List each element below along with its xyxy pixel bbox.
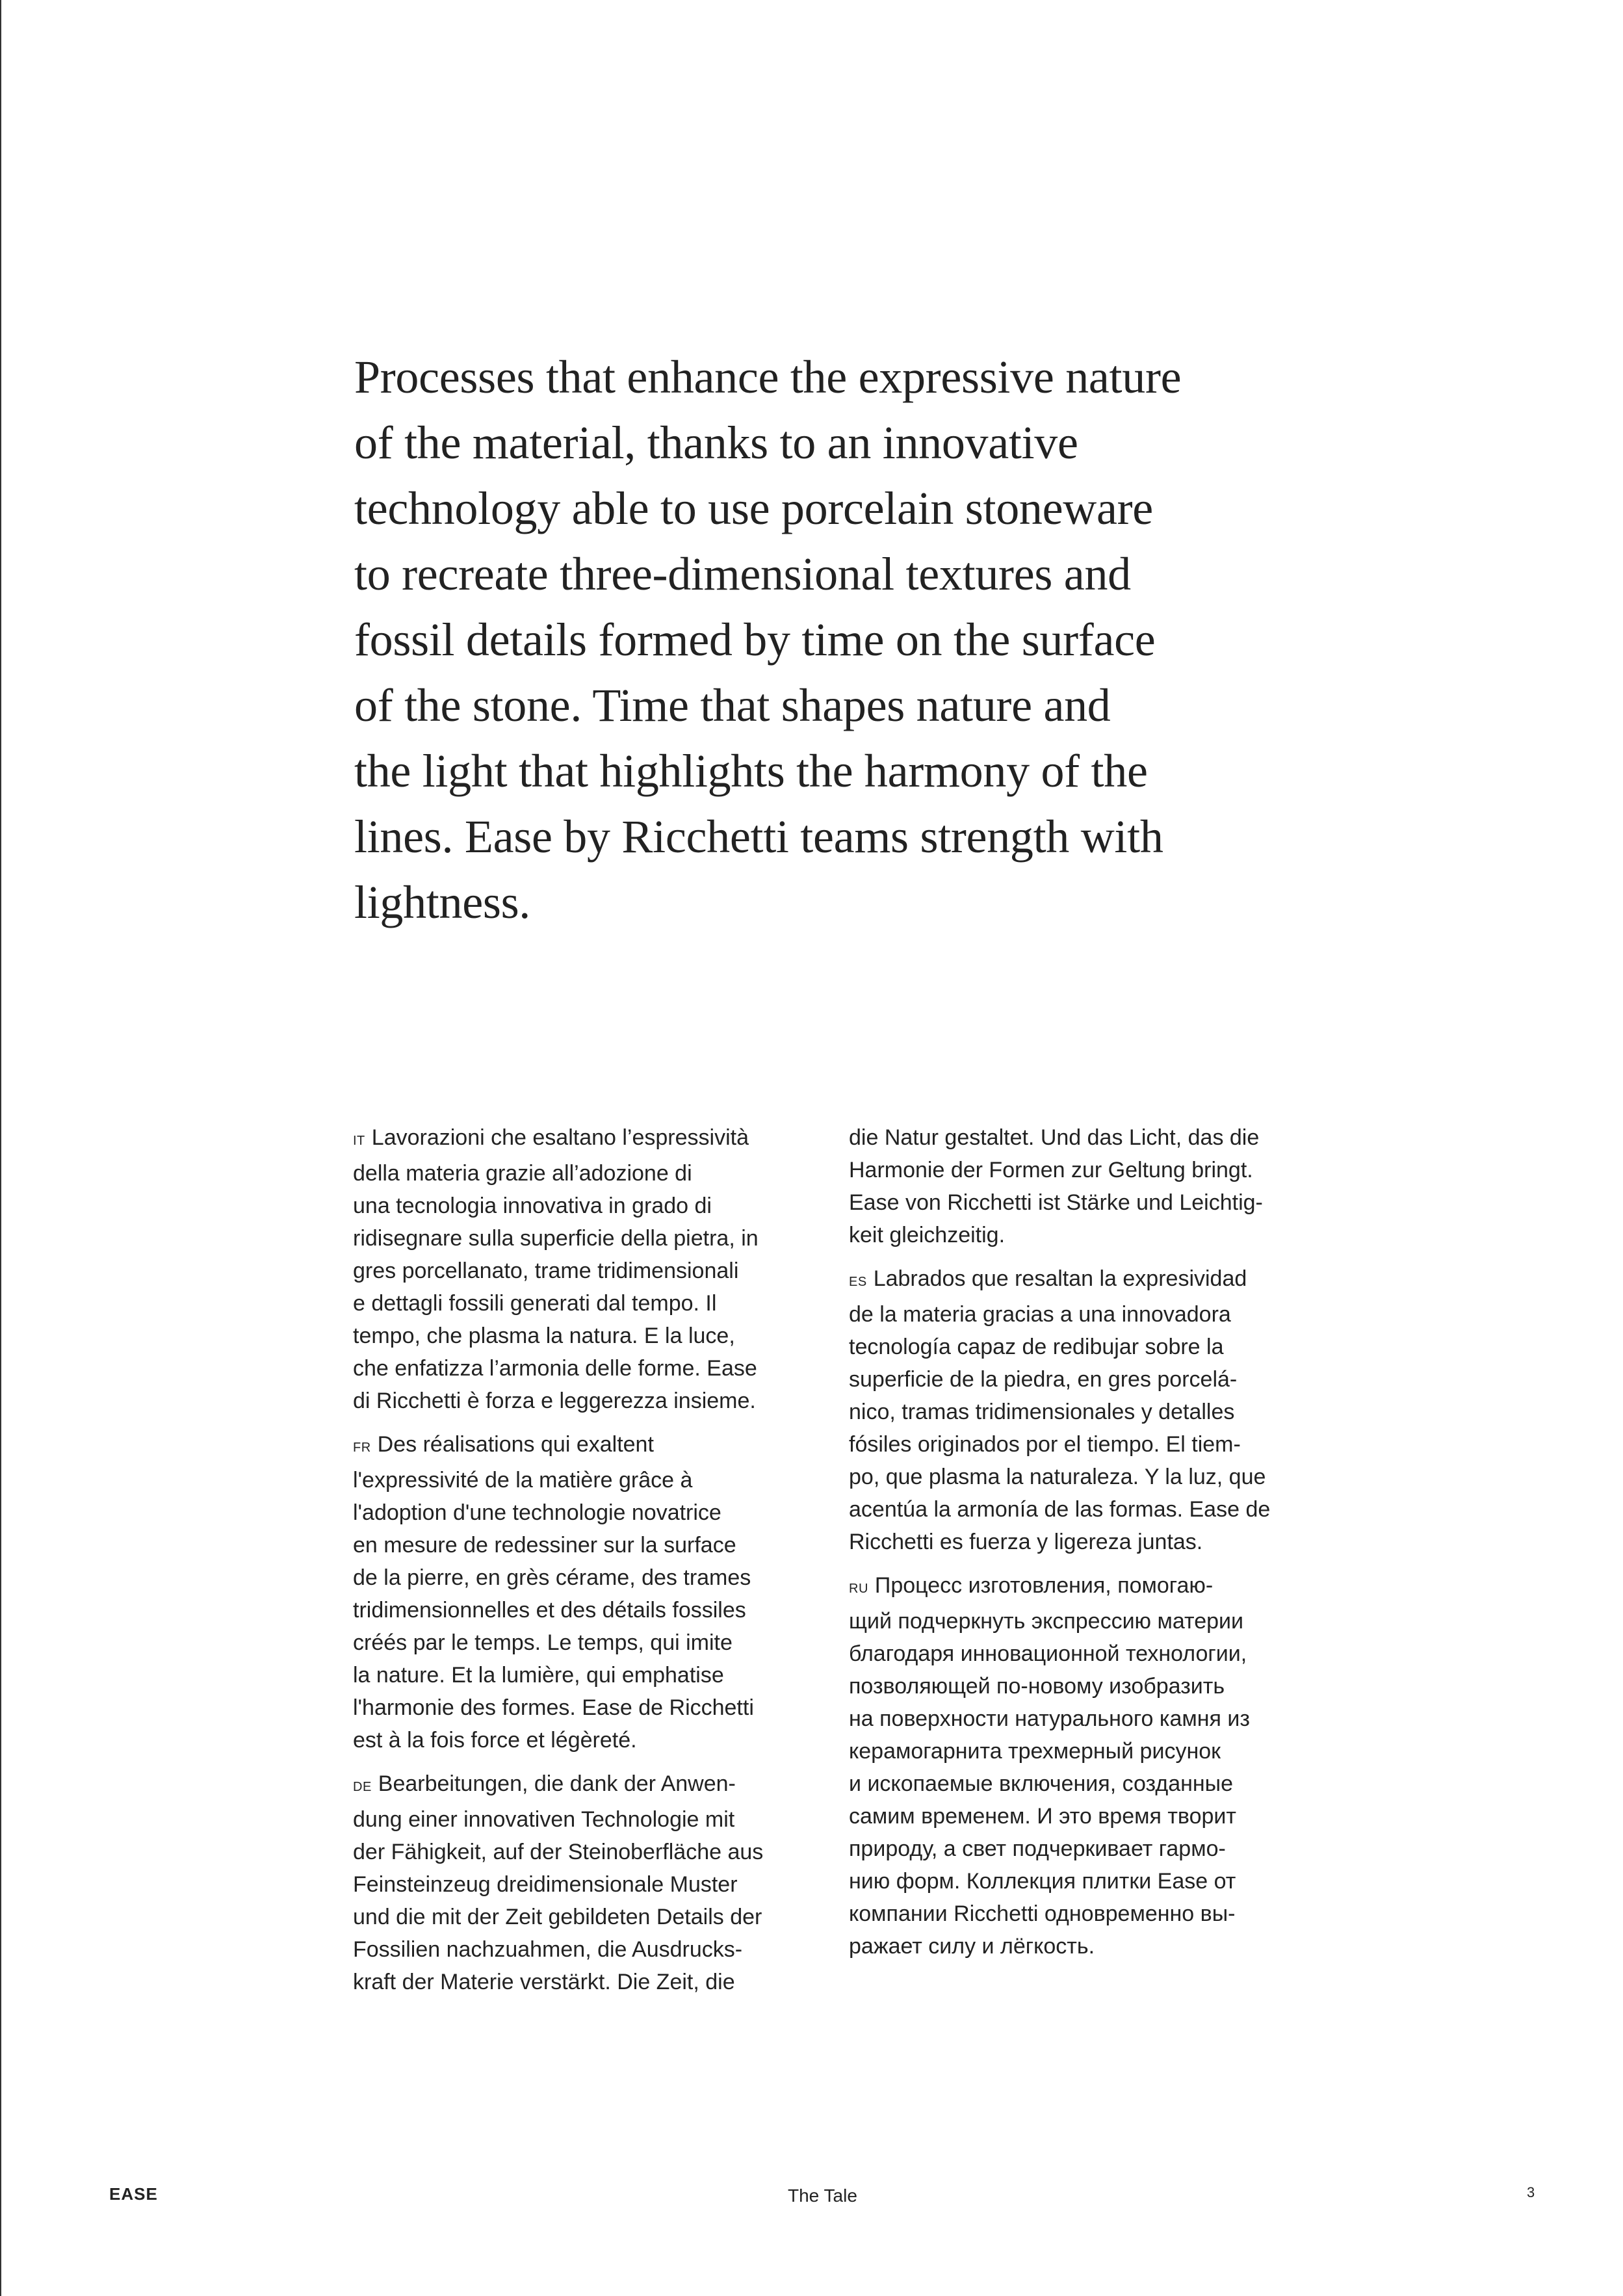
paragraph-line	[849, 1930, 1317, 1963]
lead-line: of the stone. Time that shapes nature and	[354, 679, 1111, 731]
paragraph-line	[849, 1154, 1317, 1186]
line-text: ridisegnare sulla superficie della pietra, in	[353, 1226, 759, 1251]
paragraph-line	[353, 1933, 821, 1966]
paragraph-line	[849, 1768, 1317, 1800]
line-text: fósiles originados por el tiempo. El tiem-	[849, 1432, 1241, 1457]
paragraph-line	[353, 1255, 821, 1287]
lead-line: technology able to use porcelain stoneware	[354, 482, 1153, 534]
paragraph-line	[849, 1298, 1317, 1331]
line-text: и ископаемые включения, созданные	[849, 1771, 1233, 1796]
paragraph-line	[353, 1691, 821, 1724]
line-text: компании Ricchetti одновременно вы-	[849, 1901, 1236, 1926]
paragraph-line	[849, 1605, 1317, 1637]
line-text: Fossilien nachzuahmen, die Ausdrucks-	[353, 1937, 743, 1962]
paragraph-line	[353, 1966, 821, 1998]
paragraph-line	[849, 1121, 1317, 1154]
line-text: ражает силу и лёгкость.	[849, 1934, 1095, 1959]
paragraph-line	[353, 1529, 821, 1561]
paragraph-line	[353, 1287, 821, 1320]
paragraph-line	[849, 1363, 1317, 1396]
line-text: щий подчеркнуть экспрессию материи	[849, 1609, 1244, 1634]
paragraph-line	[849, 1670, 1317, 1702]
paragraph-line	[353, 1594, 821, 1626]
paragraph-line	[849, 1569, 1317, 1605]
lead-line: fossil details formed by time on the surface	[354, 614, 1156, 666]
line-text: kraft der Materie verstärkt. Die Zeit, die	[353, 1970, 735, 1994]
line-text: und die mit der Zeit gebildeten Details der	[353, 1905, 762, 1929]
paragraph-line	[353, 1157, 821, 1190]
paragraph-line	[353, 1385, 821, 1417]
paragraph-continued	[849, 1121, 1317, 1251]
paragraph-line	[849, 1396, 1317, 1428]
line-text: che enfatizza l’armonia delle forme. Ease	[353, 1356, 757, 1381]
line-text: gres porcellanato, trame tridimensionali	[353, 1259, 739, 1283]
paragraph-line	[849, 1428, 1317, 1461]
body-column-right	[849, 1121, 1317, 1974]
lead-line: lines. Ease by Ricchetti teams strength with	[354, 811, 1163, 863]
paragraph-line	[849, 1637, 1317, 1670]
line-text: нию форм. Коллекция плитки Ease от	[849, 1869, 1236, 1894]
line-text: Des réalisations qui exaltent	[377, 1432, 654, 1457]
paragraph-line	[353, 1836, 821, 1868]
paragraph-line	[353, 1561, 821, 1594]
paragraph-line	[353, 1768, 821, 1803]
line-text: Ease von Ricchetti ist Stärke und Leichtig-	[849, 1190, 1263, 1215]
paragraph-line	[849, 1461, 1317, 1493]
paragraph-line	[849, 1833, 1317, 1865]
paragraph-line	[353, 1724, 821, 1756]
line-text: l'adoption d'une technologie novatrice	[353, 1500, 721, 1525]
line-text: Feinsteinzeug dreidimensionale Muster	[353, 1872, 738, 1897]
line-text: tecnología capaz de redibujar sobre la	[849, 1335, 1224, 1359]
line-text: самим временем. И это время творит	[849, 1804, 1236, 1829]
paragraph-de	[353, 1768, 821, 1998]
lead-paragraph	[354, 345, 1329, 935]
line-text: créés par le temps. Le temps, qui imite	[353, 1630, 733, 1655]
language-tag: ES	[849, 1275, 867, 1289]
paragraph-line	[849, 1262, 1317, 1298]
lead-line: the light that highlights the harmony of the	[354, 745, 1148, 797]
line-text: acentúa la armonía de las formas. Ease de	[849, 1497, 1271, 1522]
lead-line: to recreate three-dimensional textures and	[354, 548, 1131, 600]
line-text: tridimensionnelles et des détails fossiles	[353, 1598, 746, 1623]
page-number: 3	[1527, 2184, 1535, 2200]
paragraph-es	[849, 1262, 1317, 1558]
paragraph-line	[849, 1702, 1317, 1735]
line-text: di Ricchetti è forza e leggerezza insieme.	[353, 1389, 756, 1413]
line-text: po, que plasma la naturaleza. Y la luz, que	[849, 1465, 1266, 1489]
lead-line: of the material, thanks to an innovative	[354, 417, 1078, 469]
paragraph-fr	[353, 1428, 821, 1756]
line-text: природу, а свет подчеркивает гармо-	[849, 1836, 1226, 1861]
page-edge-line	[0, 0, 1, 2296]
paragraph-ru	[849, 1569, 1317, 1963]
language-tag: RU	[849, 1582, 868, 1596]
line-text: Bearbeitungen, die dank der Anwen-	[378, 1771, 736, 1796]
footer-brand: EASE	[109, 2184, 158, 2204]
paragraph-line	[353, 1901, 821, 1933]
line-text: Ricchetti es fuerza y ligereza juntas.	[849, 1530, 1203, 1554]
line-text: der Fähigkeit, auf der Steinoberfläche aus	[353, 1840, 764, 1864]
paragraph-line	[353, 1428, 821, 1464]
paragraph-line	[849, 1800, 1317, 1833]
line-text: una tecnologia innovativa in grado di	[353, 1194, 712, 1218]
paragraph-it	[353, 1121, 821, 1417]
line-text: die Natur gestaltet. Und das Licht, das die	[849, 1125, 1260, 1150]
line-text: l'expressivité de la matière grâce à	[353, 1468, 693, 1493]
line-text: благодаря инновационной технологии,	[849, 1641, 1247, 1666]
line-text: Labrados que resaltan la expresividad	[873, 1266, 1247, 1291]
lead-line: Processes that enhance the expressive nature	[354, 351, 1182, 403]
lead-line: lightness.	[354, 876, 531, 928]
paragraph-line	[849, 1186, 1317, 1219]
paragraph-line	[353, 1626, 821, 1659]
line-text: la nature. Et la lumière, qui emphatise	[353, 1663, 724, 1688]
line-text: de la pierre, en grès cérame, des trames	[353, 1565, 751, 1590]
line-text: e dettagli fossili generati dal tempo. Il	[353, 1291, 717, 1316]
line-text: Harmonie der Formen zur Geltung bringt.	[849, 1158, 1253, 1182]
paragraph-line	[849, 1526, 1317, 1558]
line-text: en mesure de redessiner sur la surface	[353, 1533, 736, 1558]
line-text: l'harmonie des formes. Ease de Ricchetti	[353, 1695, 754, 1720]
paragraph-line	[353, 1190, 821, 1222]
paragraph-line	[353, 1496, 821, 1529]
paragraph-line	[849, 1865, 1317, 1898]
line-text: позволяющей по-новому изобразить	[849, 1674, 1225, 1699]
paragraph-line	[353, 1464, 821, 1496]
paragraph-line	[353, 1868, 821, 1901]
footer-section-title: The Tale	[788, 2185, 857, 2206]
paragraph-line	[849, 1735, 1317, 1768]
line-text: de la materia gracias a una innovadora	[849, 1302, 1231, 1327]
line-text: керамогарнита трехмерный рисунок	[849, 1739, 1221, 1764]
line-text: est à la fois force et légèreté.	[353, 1728, 637, 1753]
body-column-left	[353, 1121, 821, 2009]
language-tag: DE	[353, 1780, 372, 1794]
language-tag: FR	[353, 1441, 371, 1455]
line-text: на поверхности натурального камня из	[849, 1706, 1250, 1731]
paragraph-line	[849, 1331, 1317, 1363]
paragraph-line	[353, 1659, 821, 1691]
paragraph-line	[353, 1320, 821, 1352]
line-text: Lavorazioni che esaltano l’espressività	[371, 1125, 749, 1150]
line-text: superficie de la piedra, en gres porcelá-	[849, 1367, 1238, 1392]
paragraph-line	[849, 1493, 1317, 1526]
paragraph-line	[353, 1352, 821, 1385]
paragraph-line	[353, 1803, 821, 1836]
line-text: tempo, che plasma la natura. E la luce,	[353, 1324, 735, 1348]
paragraph-line	[353, 1222, 821, 1255]
line-text: dung einer innovativen Technologie mit	[353, 1807, 735, 1832]
language-tag: IT	[353, 1134, 365, 1148]
paragraph-line	[849, 1898, 1317, 1930]
line-text: Процесс изготовления, помогаю-	[874, 1573, 1214, 1598]
line-text: keit gleichzeitig.	[849, 1223, 1006, 1247]
line-text: nico, tramas tridimensionales y detalles	[849, 1400, 1235, 1424]
paragraph-line	[849, 1219, 1317, 1251]
paragraph-line	[353, 1121, 821, 1157]
line-text: della materia grazie all’adozione di	[353, 1161, 692, 1186]
